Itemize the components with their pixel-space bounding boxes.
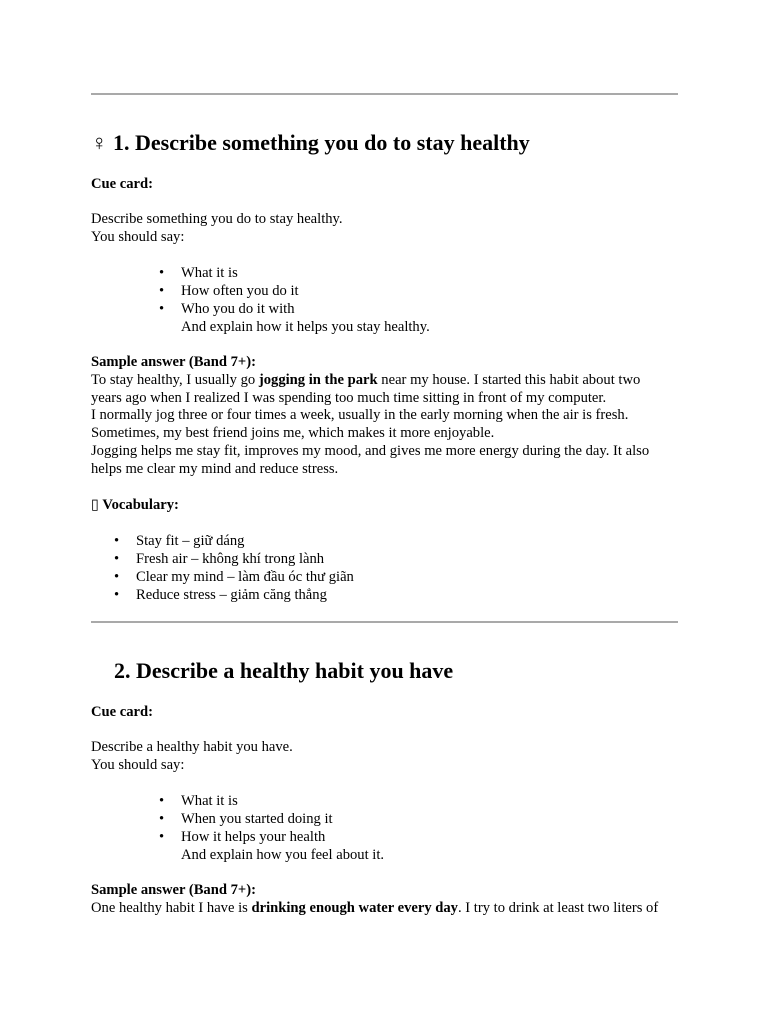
- list-item: • When you started doing it: [181, 810, 384, 828]
- section2-heading: 2. Describe a healthy habit you have: [114, 658, 454, 683]
- section1-heading-text: 1. Describe something you do to stay healthy: [113, 130, 530, 155]
- section1-vocab-list: [136, 532, 354, 604]
- list-item: • What it is: [181, 792, 384, 810]
- divider-middle: [91, 621, 678, 623]
- section1-cue-line1: Describe something you do to stay healthy.: [91, 211, 343, 227]
- section1-cue-line2: You should say:: [91, 229, 185, 245]
- answer-text: To stay healthy, I usually go: [91, 372, 259, 388]
- section1-answer-line6: helps me clear my mind and reduce stress.: [91, 461, 339, 477]
- list-item: • Fresh air – không khí trong lành: [136, 550, 354, 568]
- missing-glyph-icon: ▯: [91, 497, 100, 513]
- section1-heading: [91, 130, 530, 156]
- section2-sample-label: Sample answer (Band 7+):: [91, 882, 256, 898]
- list-item: • What it is: [181, 264, 430, 282]
- section1-explain: And explain how it helps you stay healthy.: [181, 319, 430, 335]
- section1-cue-list: [181, 264, 430, 336]
- section1-sample-label: Sample answer (Band 7+):: [91, 354, 256, 370]
- list-item: • Who you do it with: [181, 300, 430, 318]
- section1-answer-line3: I normally jog three or four times a week, usually in the early morning when the air is fresh.: [91, 407, 629, 423]
- section1-vocab-label: [91, 496, 179, 514]
- section1-answer-line2: years ago when I realized I was spending too much time sitting in front of my computer.: [91, 390, 607, 406]
- answer-text: near my house. I started this habit about two: [377, 372, 641, 388]
- answer-text: One healthy habit I have is: [91, 900, 252, 916]
- section1-answer-line1: [91, 371, 640, 389]
- list-item: • How it helps your health: [181, 828, 384, 846]
- section2-cue-label: Cue card:: [91, 704, 154, 720]
- section2-explain: And explain how you feel about it.: [181, 847, 385, 863]
- female-sign-icon: ♀: [91, 130, 108, 155]
- vocab-label-text: Vocabulary:: [102, 497, 179, 513]
- list-item: • Reduce stress – giảm căng thẳng: [136, 586, 354, 604]
- section1-cue-label: Cue card:: [91, 176, 154, 192]
- list-item: • Clear my mind – làm đầu óc thư giãn: [136, 568, 354, 586]
- answer-bold-text: drinking enough water every day: [251, 900, 458, 916]
- section1-answer-line5: Jogging helps me stay fit, improves my mood, and gives me more energy during the day. It also: [91, 443, 650, 459]
- answer-bold-text: jogging in the park: [258, 372, 378, 388]
- list-item: • Stay fit – giữ dáng: [136, 532, 354, 550]
- answer-text: . I try to drink at least two liters of: [457, 900, 659, 916]
- section2-cue-line2: You should say:: [91, 757, 185, 773]
- section2-answer-line1: [91, 899, 658, 917]
- divider-top: [91, 93, 678, 95]
- list-item: • How often you do it: [181, 282, 430, 300]
- section2-cue-list: [181, 792, 384, 864]
- section1-answer-line4: Sometimes, my best friend joins me, which makes it more enjoyable.: [91, 425, 495, 441]
- section2-cue-line1: Describe a healthy habit you have.: [91, 739, 293, 755]
